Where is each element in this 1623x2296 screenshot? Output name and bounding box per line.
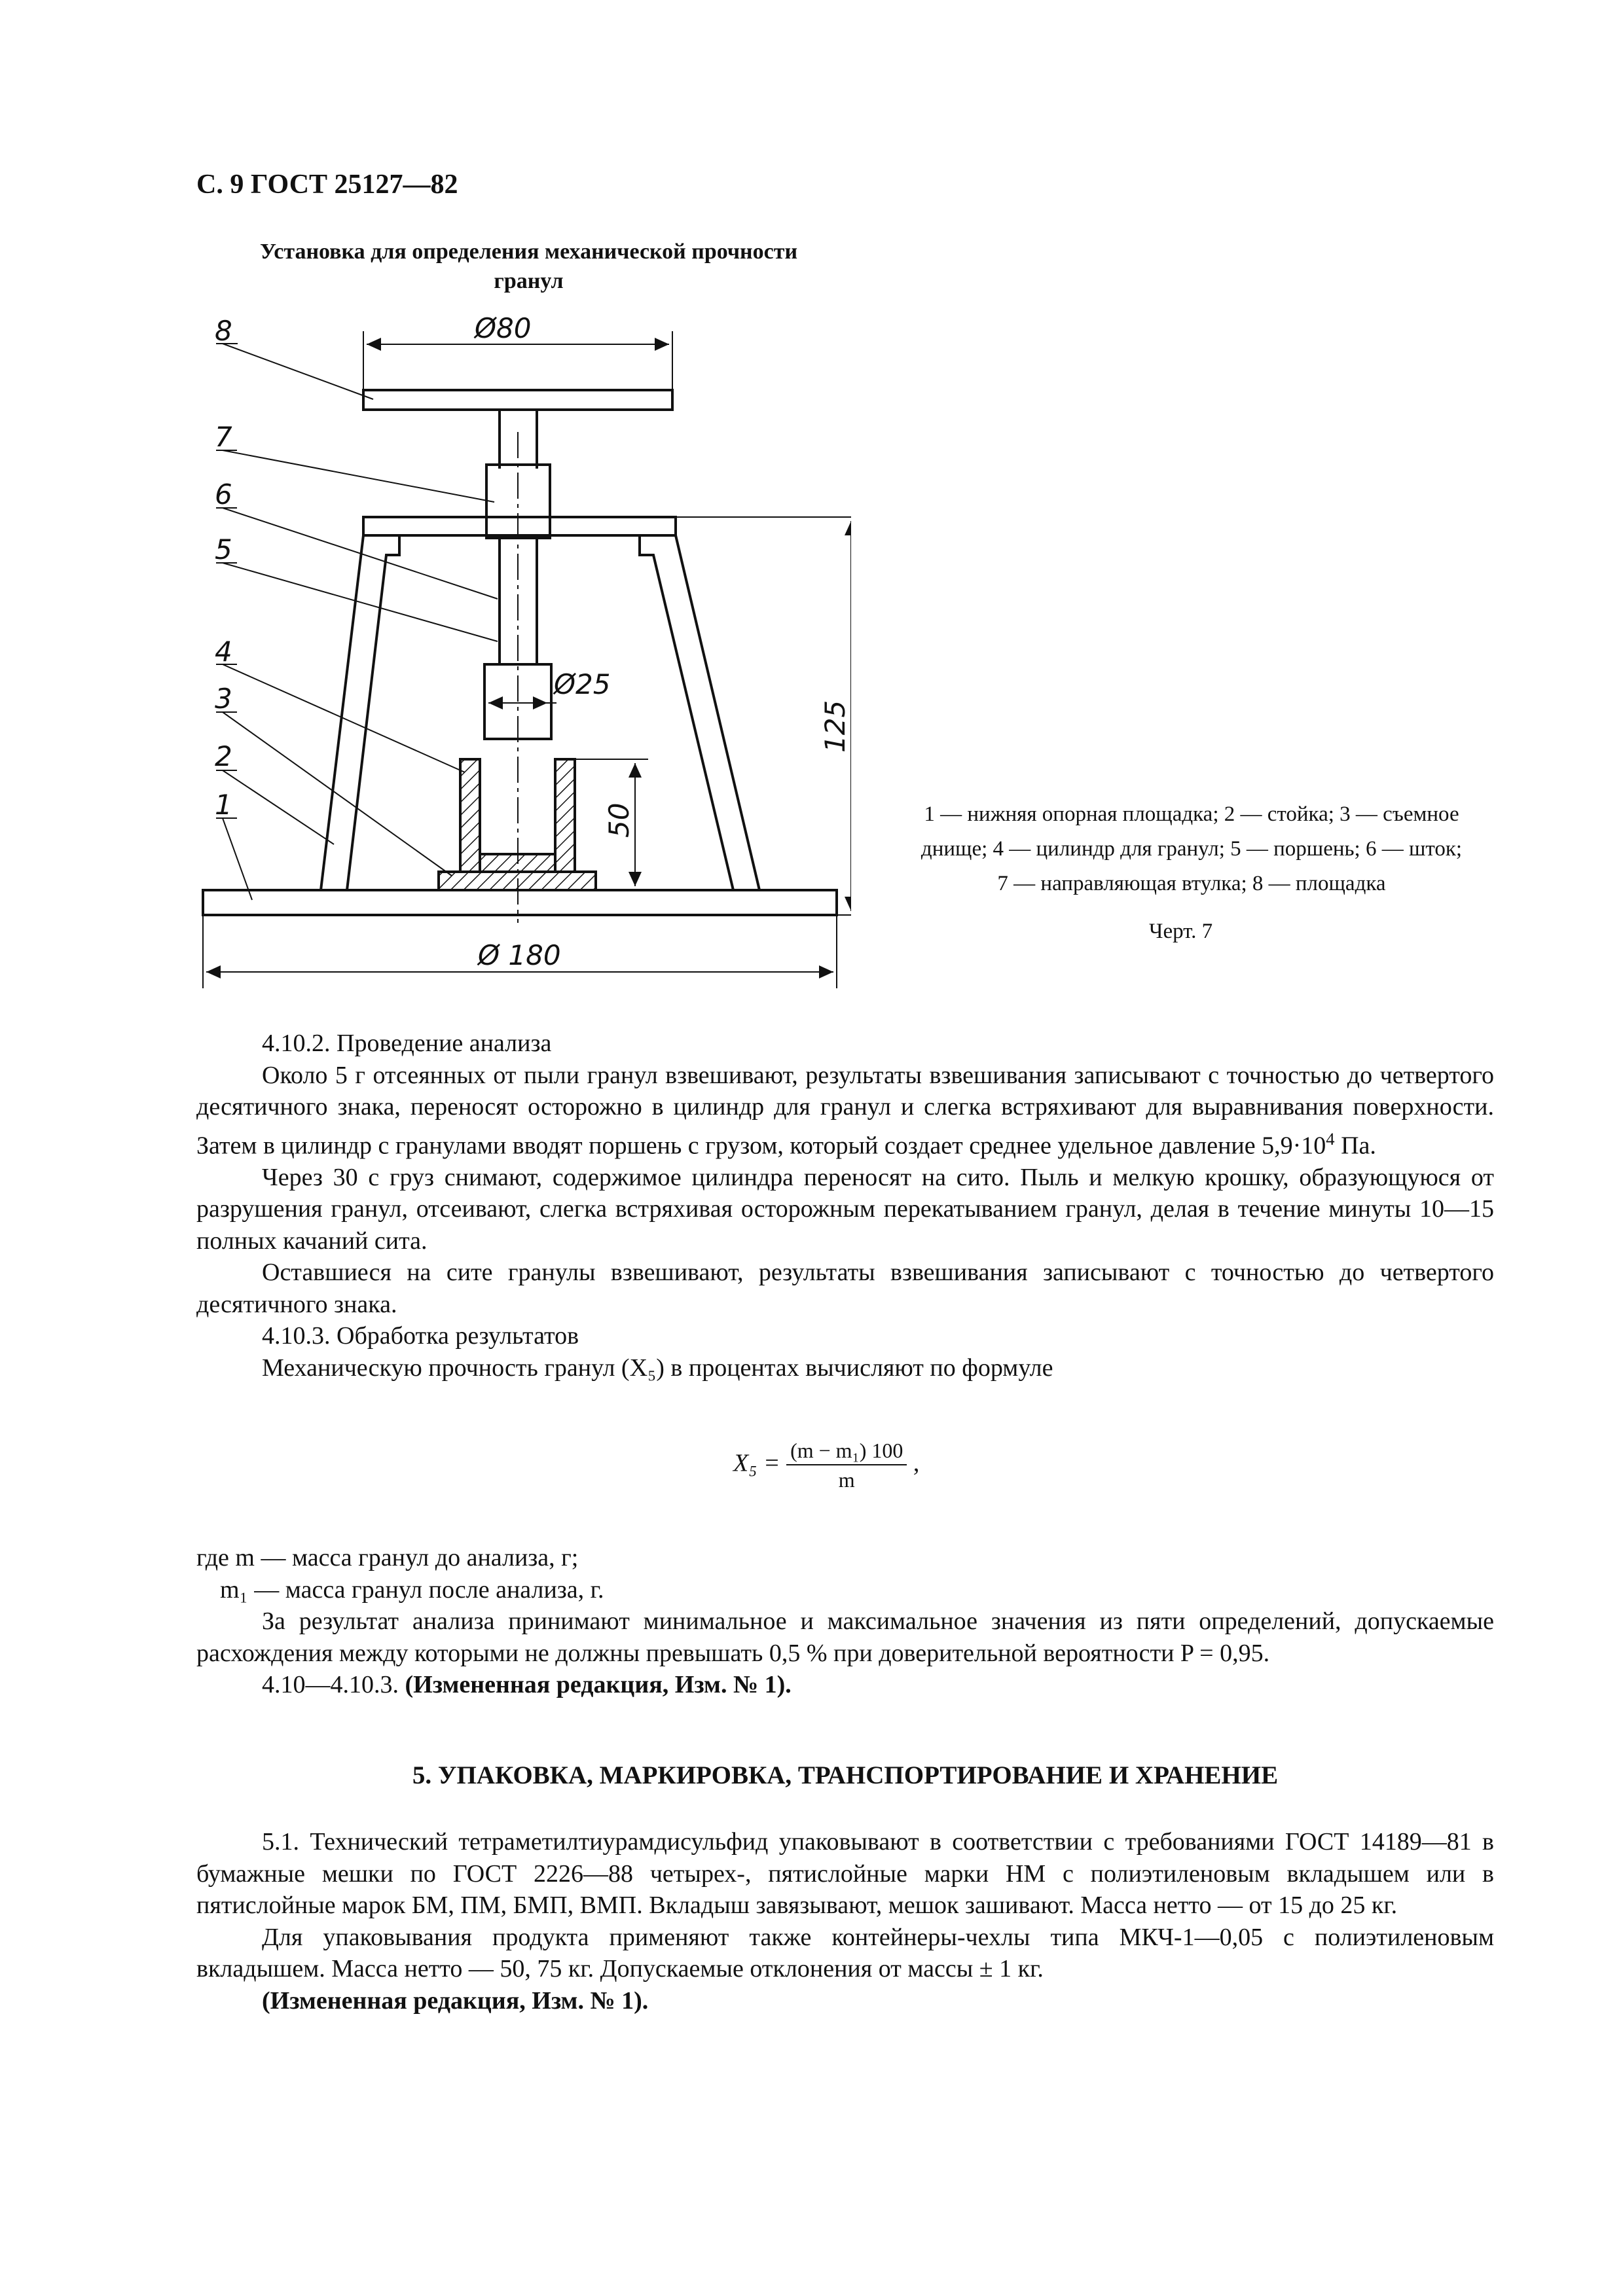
callout-4: 4 (215, 636, 232, 668)
figure-title-line1: Установка для определения механической прочности (259, 240, 798, 264)
formula-numerator: (m − m₁) 100 (786, 1439, 907, 1465)
figure-title-line2: гранул (494, 269, 564, 294)
figure-title (196, 237, 861, 296)
callout-7: 7 (215, 421, 232, 453)
para-4-10-2: 4.10.2. Проведение анализа (262, 1030, 552, 1057)
legend-line1: 1 — нижняя опорная площадка; 2 — стойка; 3 — съемное (924, 802, 1459, 826)
dim-base: Ø 180 (478, 939, 561, 971)
dim-top-plate: Ø80 (475, 312, 532, 344)
dim-height-total: 125 (819, 700, 851, 753)
definitions-text (196, 1542, 1494, 1701)
para-formula-intro: Механическую прочность гранул (X₅) в процентах вычисляют по формуле (262, 1354, 1053, 1382)
page-header: С. 9 ГОСТ 25127—82 (196, 170, 458, 200)
analysis-text (196, 1028, 1494, 1384)
base-plate (203, 890, 837, 915)
formula-denominator: m (838, 1468, 855, 1492)
def-m: где m — масса гранул до анализа, г; (196, 1544, 579, 1571)
dim-height-cylinder: 50 (603, 802, 635, 838)
figure-caption: Черт. 7 (1149, 920, 1213, 943)
dim-piston: Ø25 (554, 668, 611, 700)
callout-5: 5 (215, 533, 232, 565)
formula-fraction (786, 1439, 907, 1492)
para-5-amendment: (Измененная редакция, Изм. № 1). (262, 1986, 649, 2015)
callout-2: 2 (215, 740, 232, 772)
callout-6: 6 (215, 478, 232, 511)
section-5-text (196, 1826, 1494, 2017)
formula-lhs: X₅ = (733, 1449, 780, 1477)
legend-line3: 7 — направляющая втулка; 8 — площадка (997, 871, 1386, 895)
frame-top (363, 517, 676, 535)
callout-8: 8 (215, 315, 232, 347)
para-containers: Для упаковывания продукта применяют также контейнеры-чехлы типа МКЧ-1—0,05 с полиэтиленовым вкладышем. Масса нетто — 50, 75 кг. Допускаемые отклонения от массы ± 1 кг. (196, 1923, 1494, 1982)
para-weighing: Около 5 г отсеянных от пыли гранул взвешивают, результаты взвешивания записывают с точностью до четвертого десятичного знака, переносят осторожно в цилиндр для гранул и слегка встряхивают для выравнивания поверхности. Затем в цилиндр с гранулами вводят поршень с грузом, который создает среднее удельное давление $5,9\cdot 10^4$ Па. (196, 1061, 1494, 1160)
para-4-10-3: 4.10.3. Обработка результатов (262, 1322, 579, 1350)
formula (733, 1439, 919, 1492)
para-remaining: Оставшиеся на сите гранулы взвешивают, результаты взвешивания записывают с точностью до четвертого десятичного знака. (196, 1259, 1494, 1318)
para-amendment: 4.10—4.10.3. (Измененная редакция, Изм. № 1). (262, 1671, 792, 1698)
para-5-1: 5.1. Технический тетраметилтиурамдисульфид упаковывают в соответствии с требованиями ГОСТ 14189—81 в бумажные мешки по ГОСТ 2226—88 четырех-, пятислойные марки НМ с полиэтиленовым вкладышем или в пятислойные марок БМ, ПМ, БМП, ВМП. Вкладыш завязывают, мешок зашивают. Масса нетто — от 15 до 25 кг. (196, 1828, 1494, 1919)
callout-3: 3 (215, 683, 232, 715)
legend-line2: днище; 4 — цилиндр для гранул; 5 — поршень; 6 — шток; (921, 836, 1463, 861)
para-sieve: Через 30 с груз снимают, содержимое цилиндра переносят на сито. Пыль и мелкую крошку, образующуюся от разрушения гранул, отсеивают, слегка встряхивая осторожным перекатыванием гранул, делая в течение минуты 10—15 полных качаний сита. (196, 1163, 1494, 1255)
callout-1: 1 (215, 789, 232, 821)
def-m1: m₁ — масса гранул после анализа, г. (220, 1575, 604, 1604)
section-5-title: 5. УПАКОВКА, МАРКИРОВКА, ТРАНСПОРТИРОВАНИЕ И ХРАНЕНИЕ (412, 1761, 1279, 1789)
figure-legend (858, 797, 1525, 901)
apparatus-drawing (190, 308, 851, 995)
top-plate (363, 390, 672, 410)
para-result: За результат анализа принимают минимальное и максимальное значения из пяти определений, допускаемые расхождения между которыми не должны превышать 0,5 % при доверительной вероятности P = 0,95. (196, 1607, 1494, 1667)
formula-tail: , (913, 1449, 920, 1477)
